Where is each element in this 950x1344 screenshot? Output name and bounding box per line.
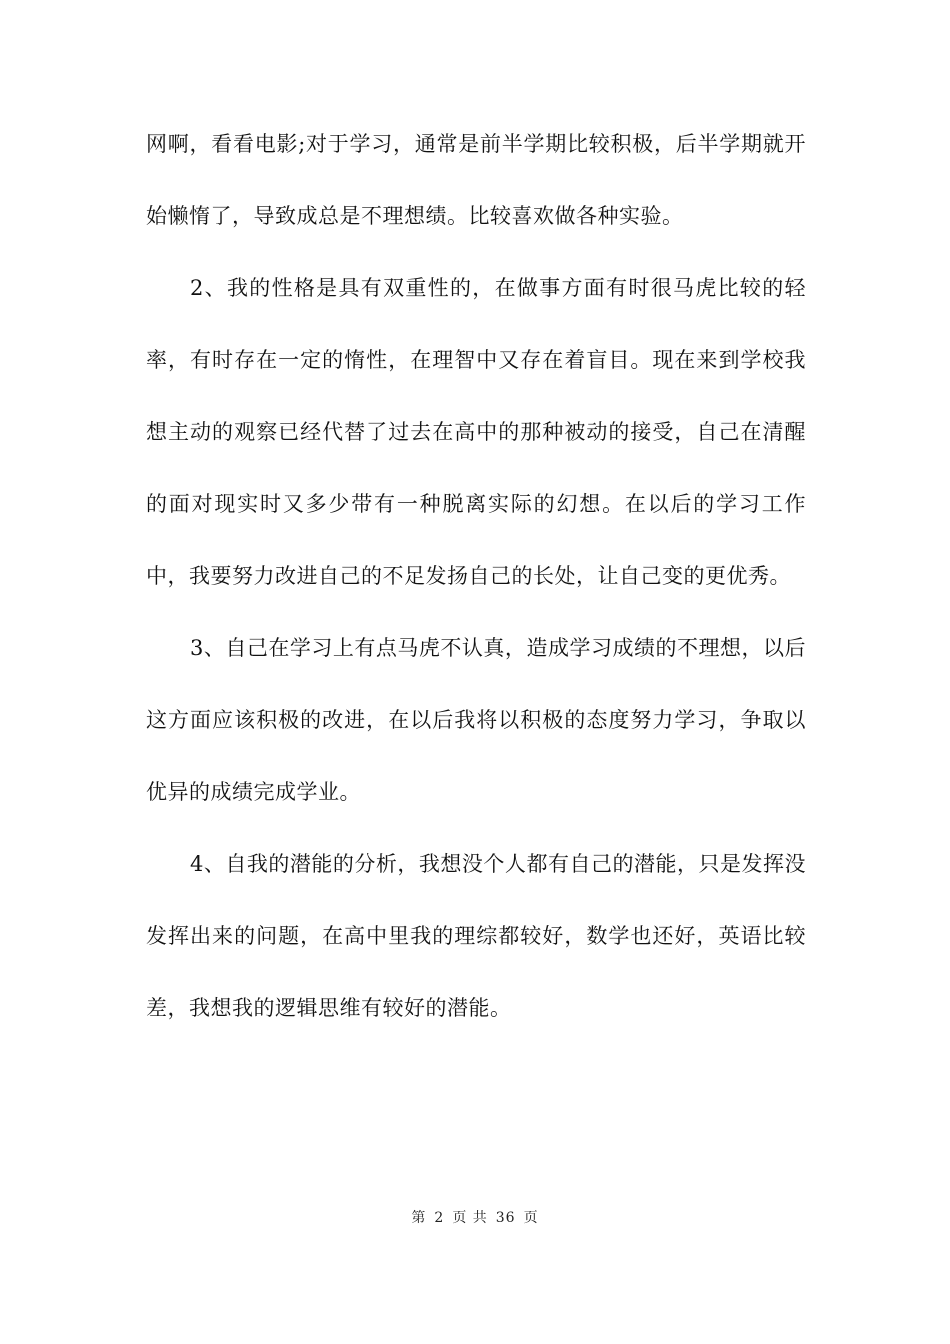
- page-footer: [0, 1207, 950, 1227]
- footer-prefix: 第: [411, 1210, 427, 1226]
- footer-suffix: 页: [523, 1210, 539, 1226]
- paragraph-3: 3、自己在学习上有点马虎不认真，造成学习成绩的不理想，以后这方面应该积极的改进，在以后我将以积极的态度努力学习，争取以优异的成绩完成学业。: [146, 636, 806, 804]
- footer-current-page: 2: [434, 1210, 445, 1226]
- footer-total-pages: 36: [495, 1210, 516, 1226]
- paragraph-4: 4、自我的潜能的分析，我想没个人都有自己的潜能，只是发挥没发挥出来的问题，在高中里我的理综都较好，数学也还好，英语比较差，我想我的逻辑思维有较好的潜能。: [146, 852, 806, 1020]
- body-text: [146, 108, 806, 1044]
- footer-middle: 页 共: [452, 1210, 488, 1226]
- paragraph-2: 2、我的性格是具有双重性的，在做事方面有时很马虎比较的轻率，有时存在一定的惰性，在理智中又存在着盲目。现在来到学校我想主动的观察已经代替了过去在高中的那种被动的接受，自己在清醒的面对现实时又多少带有一种脱离实际的幻想。在以后的学习工作中，我要努力改进自己的不足发扬自己的长处，让自己变的更优秀。: [146, 276, 806, 588]
- paragraph-continued: 网啊，看看电影;对于学习，通常是前半学期比较积极，后半学期就开始懒惰了，导致成总是不理想绩。比较喜欢做各种实验。: [146, 132, 806, 228]
